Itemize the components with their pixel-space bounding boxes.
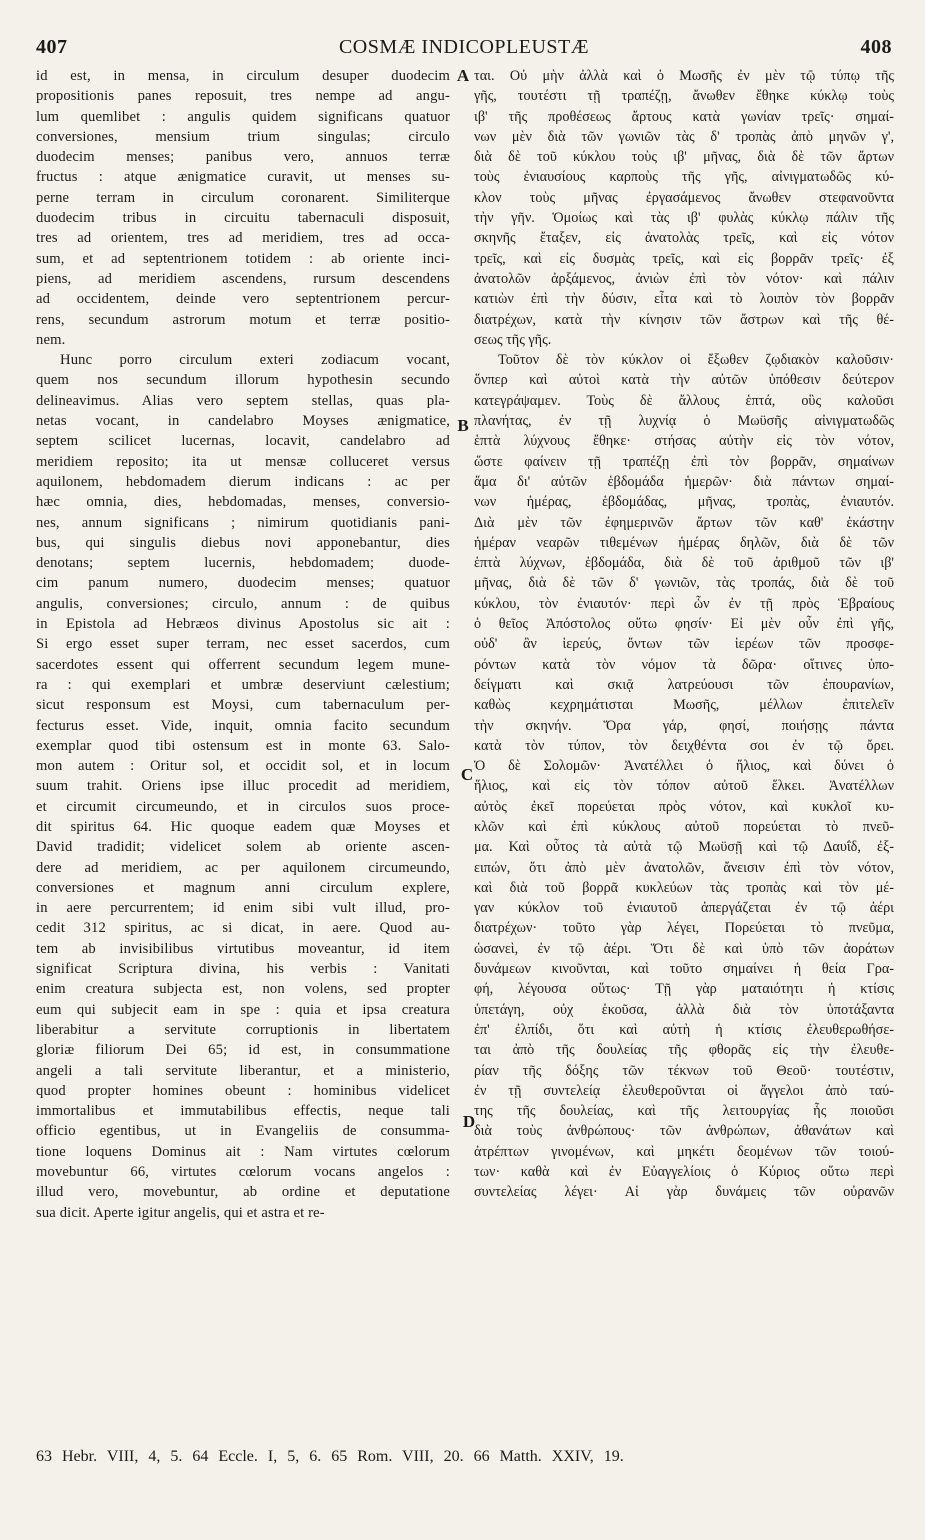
text-line: fructus : atque ænigmatice curavit, ut menses su- (36, 169, 450, 186)
text-line: ἀνατολῶν ἀρξάμενος, ἀνιὼν ἐπὶ τὸν νότον· καὶ πάλιν (474, 270, 894, 287)
text-line: David tradidit; videlicet solem ab oriente ascen- (36, 839, 450, 856)
text-line: tres ad orientem, tres ad meridiem, tres ad occa- (36, 230, 450, 247)
text-line: μα. Καὶ οὗτος τὰ αὐτὰ τῷ Μωϋσῇ καὶ τῷ Δαυΐδ, ἐξ- (474, 839, 894, 856)
greek-column (474, 66, 894, 1426)
text-line: ἐν τῇ συντελείᾳ ἐλευθεροῦνται οἱ ἄγγελοι ἀπὸ ταύ- (474, 1082, 894, 1099)
text-line: ra : qui exemplari et umbræ deserviunt cælestium; (36, 676, 450, 693)
text-line: conversiones, mensium trium singulas; circulo (36, 128, 450, 145)
text-line: ειπών, ὅτι ἀπὸ μὲν ἀνατολῶν, ἄνεισιν ἐπὶ τὸν νότον, (474, 859, 894, 876)
text-line: κατὰ τὸν τύπον, τὸν δειχθέντα σοι ἐν τῷ ὄρει. (474, 737, 894, 754)
text-line: ὥστε φαίνειν τῇ τραπέζῃ ἐπὶ τὸν βορρᾶν, σημαίνων (474, 453, 894, 470)
text-line: cim panum numero, duodecim menses; quatuor (36, 575, 450, 592)
text-line: ὁ θεῖος Ἀπόστολος οὕτω φησίν· Εἰ μὲν οὖν ἐπὶ γῆς, (474, 616, 894, 633)
text-line: septem scilicet lucernas, locavit, candelabro ad (36, 433, 450, 450)
text-line: ὑπετάγη, οὐχ ἑκοῦσα, ἀλλὰ διὰ τὸν ὑποτάξαντα (474, 1001, 894, 1018)
text-line: sacerdotes essent qui offerrent secundum legem mune- (36, 656, 450, 673)
text-line: τοὺς ἐνιαυσίους καρποὺς τῆς γῆς, αἰνιγματωδῶς κύ- (474, 169, 894, 186)
text-line: οὐδ' ἂν ἱερεύς, ὄντων τῶν ἱερέων τῶν προσφε- (474, 636, 894, 653)
text-line: κλῶν καὶ ἐπὶ κύκλους αὐτοῦ πορεύεται τὸ πνεῦ- (474, 818, 894, 835)
text-line: dit spiritus 64. Hic quoque eadem quæ Moyses et (36, 818, 450, 835)
text-line: μῆνας, διὰ δὲ τῶν δ' γωνιῶν, τὰς τροπάς, διὰ δὲ τοῦ (474, 575, 894, 592)
text-line: νων μὲν διὰ τῶν γωνιῶν τὰς δ' τροπὰς ἀπὸ μηνῶν γ', (474, 128, 894, 145)
text-line: Si ergo esset super terram, nec esset sacerdos, cum (36, 636, 450, 653)
text-line: officio egentibus, ut in Evangeliis de consumma- (36, 1123, 450, 1140)
text-line: nes, annum significans ; nimirum quotidianis pani- (36, 514, 450, 531)
margin-letter-d: D (462, 1112, 476, 1131)
text-line: διὰ τοὺς ἀνθρώπους· τῶν ἀνθρώπων, ἀθανάτων καὶ (474, 1123, 894, 1140)
text-line: et circumit circumeundo, et in circulos suos proce- (36, 798, 450, 815)
text-line: τρεῖς, καὶ εἰς δυσμὰς τρεῖς, καὶ εἰς βορρᾶν τρεῖς· ἐξ (474, 250, 894, 267)
text-line: συντελείας λέγει· Αἱ γὰρ δυνάμεις τῶν οὐρανῶν (474, 1184, 894, 1201)
text-line: perne terram in circulum coronarent. Similiterque (36, 189, 450, 206)
text-line: enim creatura subjecta est, non volens, sed propter (36, 981, 450, 998)
text-line: ἑπτὰ λύχνων, ἑβδομάδα, διὰ δὲ τοῦ ἀριθμοῦ τῶν ιβ' (474, 555, 894, 572)
text-line: id est, in mensa, in circulum desuper duodecim (36, 68, 450, 84)
text-line: propositionis panes reposuit, tres nempe ad angu- (36, 88, 450, 105)
text-line: ad occidentem, deinde vero septentrionem percur- (36, 291, 450, 308)
latin-column (36, 66, 450, 1426)
text-line: tem ab invisibilibus virtutibus moveantur, id item (36, 940, 450, 957)
text-line: sicut responsum est Moysi, cum tabernaculum per- (36, 697, 450, 714)
text-line: ἡμέραν νεαρῶν τιθεμένων ἡμέρας δηλῶν, διὰ δὲ τῶν (474, 534, 894, 551)
text-line: quem nos secundum illorum hypothesin secundo (36, 372, 450, 389)
text-line: πλανήτας, ἐν τῇ λυχνίᾳ ὁ Μωϋσῆς αἰνιγματωδῶς (474, 413, 894, 430)
text-line: eum qui subjecit eam in spe : quia et ipsa creatura (36, 1001, 450, 1018)
text-line: liberabitur a servitute corruptionis in libertatem (36, 1021, 450, 1038)
text-line: ἅμα δι' αὐτῶν ἑβδομάδα ἡμερῶν· διὰ πάντων σημαί- (474, 473, 894, 490)
text-line: ρίαν τῆς δόξης τῶν τέκνων τοῦ Θεοῦ· τουτέστιν, (474, 1062, 894, 1079)
text-line: movebuntur 66, virtutes cœlorum vocans angelos : (36, 1164, 450, 1181)
text-line: διὰ δὲ τοῦ κύκλου τοὺς ιβ' μῆνας, διὰ δὲ τῶν ἄρτων (474, 149, 894, 166)
text-line: lum quemlibet : angulis quidem significans quatuor (36, 108, 450, 125)
text-line: Ὁ δὲ Σολομῶν· Ἀνατέλλει ὁ ἥλιος, καὶ δύνει ὁ (474, 758, 894, 775)
text-line: netas vocant, in candelabro Moyses ænigmatice, (36, 413, 450, 430)
text-line: duodecim tribus in circuitu tabernaculi disposuit, (36, 210, 450, 227)
text-line: mon autem : Oritur sol, et occidit sol, et in locum (36, 758, 450, 775)
text-line: δείγματι καὶ σκιᾷ λατρεύουσι τῶν ἐπουρανίων, (474, 676, 894, 693)
text-line: ὡσανεὶ, ἐν τῷ ἀέρι. Ὅτι δὲ καὶ ὑπὸ τῶν ἀοράτων (474, 940, 894, 957)
text-line: καθὼς κεχρημάτισται Μωσῆς, μέλλων ἐπιτελεῖν (474, 697, 894, 714)
text-line: denotans; septem lucernis, hebdomadem; duode- (36, 555, 450, 572)
text-line: gloriæ filiorum Dei 65; id est, in consummatione (36, 1042, 450, 1059)
text-line: ἥλιος, καὶ εἰς τὸν τόπον αὐτοῦ ἕλκει. Ἀνατέλλων (474, 778, 894, 795)
text-line: ται ἀπὸ τῆς δουλείας τῆς φθορᾶς εἰς τὴν ἐλευθε- (474, 1042, 894, 1059)
text-line: aquilonem, hebdomadem dierum indicans : ac per (36, 473, 450, 490)
text-line: κλον τοὺς μῆνας ἐργασάμενος ἄνωθεν στεφανοῦντα (474, 189, 894, 206)
text-line: bus, qui singulis diebus novi apponebantur, dies (36, 534, 450, 551)
text-line: duodecim menses; panibus vero, annuos terræ (36, 149, 450, 166)
text-line: suum trahit. Oriens ipse illuc procedit ad meridiem, (36, 778, 450, 795)
text-line: κατιὼν ἐπὶ τὴν δύσιν, εἶτα καὶ τὸ λοιπὸν τὸν βορρᾶν (474, 291, 894, 308)
margin-letter-b: B (457, 416, 469, 435)
text-line: quod propter homines obeunt : hominibus videlicet (36, 1082, 450, 1099)
text-line: meridiem reposito; ita ut mensæ colluceret versus (36, 453, 450, 470)
page-number-left: 407 (36, 36, 68, 58)
text-line: fecturus esset. Vide, inquit, omnia facito secundum (36, 717, 450, 734)
margin-letter-a: A (456, 66, 470, 85)
margin-letter-c: C (460, 765, 474, 784)
text-line: σεως τῆς γῆς. (474, 331, 552, 348)
text-line: in Epistola ad Hebræos divinus Apostolus sic ait : (36, 616, 450, 633)
text-line: dere ad meridiem, ac per aquilonem circumeundo, (36, 859, 450, 876)
text-line: ρόντων κατὰ τὸν νόμον τὰ δῶρα· οἵτινες ὑπο- (474, 656, 894, 673)
text-line: σκηνῆς ἔταξεν, εἰς ἀνατολὰς τρεῖς, καὶ εἰς νότον (474, 230, 894, 247)
text-line: Διὰ μὲν τῶν ἐφημερινῶν ἄρτων τῶν καθ' ἑκάστην (474, 514, 894, 531)
text-line: αὐτὸς ἐκεῖ πορεύεται πρὸς νότον, καὶ κυκλοῖ κυ- (474, 798, 894, 815)
text-line: γῆς, τουτέστι τῇ τραπέζῃ, ἄνωθεν ἔθηκε κύκλῳ τοὺς (474, 88, 894, 105)
running-header (36, 36, 892, 64)
text-line: των· καθὰ καὶ ἐν Εὐαγγελίοις ὁ Κύριος οὕτω περὶ (474, 1164, 894, 1181)
text-line: hæc omnia, dies, hebdomadas, menses, conversio- (36, 494, 450, 511)
text-line: τὴν γῆν. Ὁμοίως καὶ τὰς ιβ' φυλὰς κύκλῳ πάλιν τῆς (474, 210, 894, 227)
text-line: exemplar quod tibi ostensum est in monte 63. Salo- (36, 737, 450, 754)
text-line: cedit 312 spiritus, ac si dicat, in aere. Quod au- (36, 920, 450, 937)
text-line: ιβ' τῆς προθέσεως ἄρτους κατὰ γωνίαν τρεῖς· σημαί- (474, 108, 894, 125)
text-line: νων ἡμέρας, ἑβδομάδας, μῆνας, τροπὰς, ἐνιαυτόν. (474, 494, 894, 511)
text-line: ἐπ' ἐλπίδι, ὅτι καὶ αὐτὴ ἡ κτίσις ἐλευθερωθήσε- (474, 1021, 894, 1038)
text-line: ἀτρέπτων γινομένων, καὶ μηκέτι δεομένων τῶν τοιού- (474, 1143, 894, 1160)
running-title: COSMÆ INDICOPLEUSTÆ (338, 36, 590, 58)
text-line: διατρέχων, κατὰ τὴν κίνησιν τῶν ἄστρων καὶ τῆς θέ- (474, 311, 894, 328)
text-line: immortalibus et immutabilibus effectis, neque tali (36, 1103, 450, 1120)
text-line: angeli a tali servitute liberantur, et a ministerio, (36, 1062, 450, 1079)
footnotes: 63 Hebr. VIII, 4, 5. 64 Eccle. I, 5, 6. 65 Rom. VIII, 20. 66 Matth. XXIV, 19. (36, 1448, 624, 1465)
text-line: ἑπτὰ λύχνους ἔθηκε· στήσας αὐτὴν εἰς τὸν νότον, (474, 433, 894, 450)
text-line: sua dicit. Aperte igitur angelis, qui et astra et re- (36, 1204, 325, 1221)
text-line: rens, secundum astrorum motum et terræ positio- (36, 311, 450, 328)
text-line: δυνάμεων κινοῦνται, καὶ τοῦτο σημαίνει ἡ θεία Γρα- (474, 961, 894, 978)
text-line: nem. (36, 331, 66, 348)
text-line: tione loquens Dominus ait : Nam virtutes cœlorum (36, 1143, 450, 1160)
text-line: Τοῦτον δὲ τὸν κύκλον οἱ ἔξωθεν ζῳδιακὸν καλοῦσιν· (498, 352, 894, 369)
text-line: κατεγράψαμεν. Τοὺς δὲ ἄλλους ἑπτά, οὓς καλοῦσι (474, 392, 894, 409)
text-line: Hunc porro circulum exteri zodiacum vocant, (60, 352, 450, 369)
page-number-right: 408 (860, 36, 892, 58)
text-line: significat Scriptura divina, his verbis : Vanitati (36, 961, 450, 978)
text-line: φή, λέγουσα οὕτως· Τῇ γὰρ ματαιότητι ἡ κτίσις (474, 981, 894, 998)
text-line: ὅνπερ καὶ αὐτοὶ κατὰ τὴν αὐτῶν ὑπόθεσιν δεύτερον (474, 372, 894, 389)
text-line: piens, ad meridiem ascendens, rursum descendens (36, 270, 450, 287)
text-line: conversiones et magnum anni circulum explere, (36, 879, 450, 896)
text-line: κύκλου, τὸν ἐνιαυτόν· περὶ ὧν ἐν τῇ πρὸς Ἑβραίους (474, 595, 894, 612)
text-line: τὴν σκηνήν. Ὅρα γάρ, φησί, ποιήσῃς πάντα (474, 717, 894, 734)
text-line: ται. Οὐ μὴν ἀλλὰ καὶ ὁ Μωσῆς ἐν μὲν τῷ τύπῳ τῆς (474, 68, 894, 84)
text-line: διατρέχων· τοῦτο γὰρ λέγει, Πορεύεται τὸ πνεῦμα, (474, 920, 894, 937)
text-line: angulis, conversiones; circulo, annum : de quibus (36, 595, 450, 612)
text-line: sum, et ad septentrionem totidem : ab oriente inci- (36, 250, 450, 267)
text-line: γαν κύκλον τοῦ ἐνιαυτοῦ ἀπεργάζεται ἐν τῷ ἀέρι (474, 900, 894, 917)
text-line: καὶ διὰ τοῦ βορρᾶ κυκλεύων τὰς τροπὰς καὶ τὸν μέ- (474, 879, 894, 896)
text-line: delineavimus. Alias vero septem stellas, quas pla- (36, 392, 450, 409)
text-line: in aere percurrentem; id enim sibi vult illud, pro- (36, 900, 450, 917)
text-line: της τῆς δουλείας, καὶ τῆς λειτουργίας ἧς ποιοῦσι (474, 1103, 894, 1120)
text-line: illud vero, movebuntur, ab ordine et deputatione (36, 1184, 450, 1201)
